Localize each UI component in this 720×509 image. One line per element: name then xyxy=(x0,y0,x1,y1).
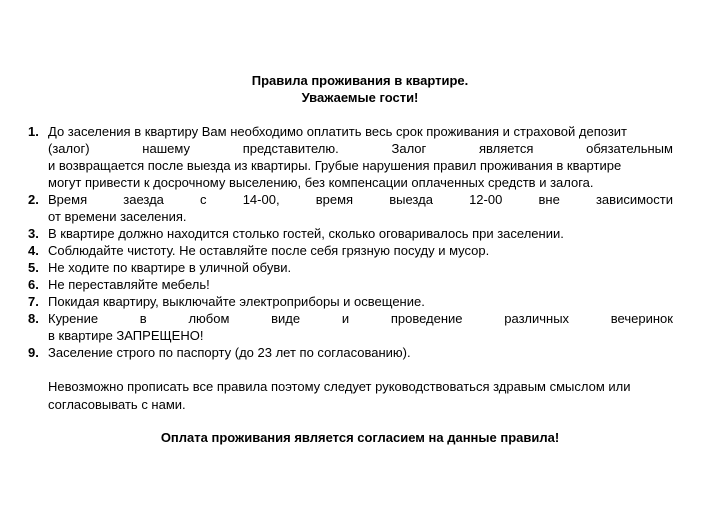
document-title: Правила проживания в квартире. xyxy=(251,73,469,88)
rule-word: 12-00 xyxy=(469,192,503,207)
rule-number: 9. xyxy=(28,345,39,360)
rule-text-line xyxy=(48,310,673,327)
rule-word: обязательным xyxy=(586,141,673,156)
rule-word: Залог xyxy=(391,141,427,156)
rule-text-line: До заселения в квартиру Вам необходимо оплатить весь срок проживания и страховой депозит xyxy=(48,124,628,139)
rule-word: любом xyxy=(188,311,230,326)
rule-text-line: могут привести к досрочному выселению, без компенсации оплаченных средств и залога. xyxy=(48,175,594,190)
rule-item xyxy=(28,242,673,259)
note-line: Невозможно прописать все правила поэтому следует руководствоваться здравым смыслом или xyxy=(48,379,631,394)
rule-word: различных xyxy=(504,311,570,326)
rule-text-line: в квартире ЗАПРЕЩЕНО! xyxy=(48,328,204,343)
rule-word: в xyxy=(139,311,147,326)
rule-number: 4. xyxy=(28,243,39,258)
footer-statement: Оплата проживания является согласием на данные правила! xyxy=(160,430,560,445)
rule-word: зависимости xyxy=(595,192,673,207)
rule-word: вне xyxy=(538,192,560,207)
rule-word: и xyxy=(341,311,350,326)
rule-item xyxy=(28,191,673,225)
note-paragraph xyxy=(48,378,673,414)
rule-word: нашему xyxy=(142,141,190,156)
rule-word: является xyxy=(479,141,534,156)
rule-word: Время xyxy=(48,192,88,207)
rule-text-line: Не ходите по квартире в уличной обуви. xyxy=(48,260,292,275)
note-line: согласовывать с нами. xyxy=(48,397,186,412)
rule-number: 2. xyxy=(28,192,39,207)
rule-number: 6. xyxy=(28,277,39,292)
rule-word: заезда xyxy=(123,192,164,207)
rule-word: Курение xyxy=(48,311,99,326)
rules-list xyxy=(28,123,673,361)
rule-item xyxy=(28,344,673,361)
rule-number: 3. xyxy=(28,226,39,241)
rule-item xyxy=(28,276,673,293)
rule-number: 7. xyxy=(28,294,39,309)
rule-word: выезда xyxy=(389,192,433,207)
rule-word: вечеринок xyxy=(610,311,673,326)
rule-text-line: Соблюдайте чистоту. Не оставляйте после себя грязную посуду и мусор. xyxy=(48,243,490,258)
rule-item xyxy=(28,123,673,191)
rule-text-line: Покидая квартиру, выключайте электроприборы и освещение. xyxy=(48,294,425,309)
rule-text-line xyxy=(48,191,673,208)
rule-word: (залог) xyxy=(48,141,90,156)
rule-item xyxy=(28,310,673,344)
rule-text-line: и возвращается после выезда из квартиры. Грубые нарушения правил проживания в квартире xyxy=(48,158,622,173)
rule-number: 8. xyxy=(28,311,39,326)
rule-word: проведение xyxy=(390,311,463,326)
rule-word: 14-00, xyxy=(242,192,280,207)
rule-number: 5. xyxy=(28,260,39,275)
rule-word: с xyxy=(200,192,207,207)
rule-text-line: Заселение строго по паспорту (до 23 лет по согласованию). xyxy=(48,345,411,360)
rule-item xyxy=(28,293,673,310)
rule-word: виде xyxy=(271,311,301,326)
rule-item xyxy=(28,259,673,276)
rule-text-line: Не переставляйте мебель! xyxy=(48,277,210,292)
rule-text-line: В квартире должно находится столько гостей, сколько оговаривалось при заселении. xyxy=(48,226,564,241)
rule-number: 1. xyxy=(28,124,39,139)
rule-word: представителю. xyxy=(242,141,339,156)
rule-text-line xyxy=(48,140,673,157)
rule-item xyxy=(28,225,673,242)
document-greeting: Уважаемые гости! xyxy=(301,90,419,105)
rule-word: время xyxy=(315,192,354,207)
rule-text-line: от времени заселения. xyxy=(48,209,187,224)
